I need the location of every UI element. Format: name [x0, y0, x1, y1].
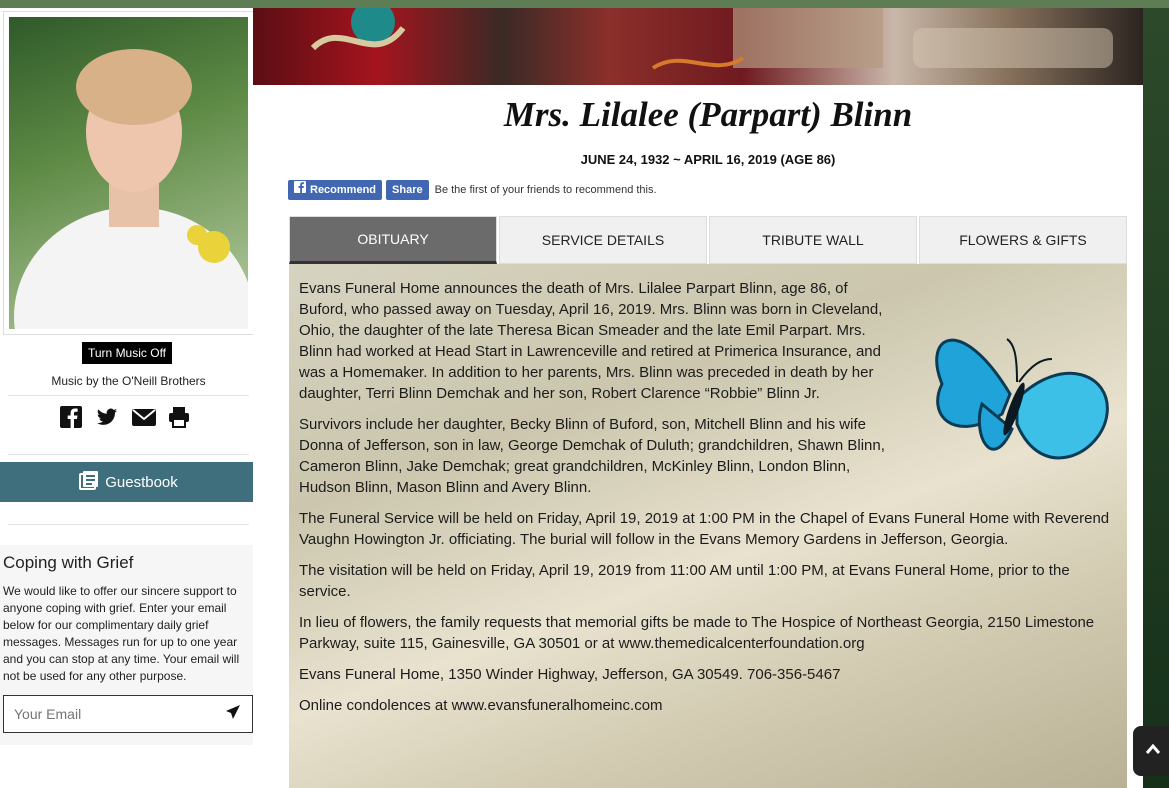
grief-title: Coping with Grief [3, 553, 134, 572]
twitter-icon[interactable] [96, 406, 118, 428]
obituary-paragraph: In lieu of flowers, the family requests that memorial gifts be made to The Hospice of Northeast Georgia, 2150 Limestone Parkway, suite 115, Gainesville, GA 30501 or at www.themedicalcenterfoundation.org [299, 614, 1095, 652]
grief-support-box [0, 545, 257, 745]
recommend-label: Recommend [310, 184, 377, 196]
portrait-photo [9, 17, 248, 329]
page-title: Mrs. Lilalee (Parpart) Blinn [503, 95, 913, 134]
tab-service-details[interactable]: SERVICE DETAILS [499, 216, 707, 264]
tab-flowers-gifts[interactable]: FLOWERS & GIFTS [919, 216, 1127, 264]
chevron-up-icon [1145, 742, 1161, 760]
divider [8, 395, 249, 396]
email-input[interactable] [3, 695, 214, 733]
obituary-paragraph: Online condolences at www.evansfuneralhomeinc.com [299, 697, 663, 714]
guestbook-icon [79, 470, 99, 494]
guestbook-button[interactable] [0, 462, 257, 502]
recommend-button[interactable] [288, 180, 382, 200]
facebook-icon [294, 180, 306, 200]
tab-obituary[interactable]: OBITUARY [289, 216, 497, 264]
guestbook-label: Guestbook [105, 473, 178, 491]
obituary-tabs [289, 216, 1127, 264]
life-dates: JUNE 24, 1932 ~ APRIL 16, 2019 (AGE 86) [580, 152, 836, 167]
tab-tribute-wall[interactable]: TRIBUTE WALL [709, 216, 917, 264]
obituary-paragraph: The visitation will be held on Friday, April 19, 2019 from 11:00 AM until 1:00 PM, at Evans Funeral Home, prior to the service. [299, 562, 1070, 600]
obituary-panel [289, 264, 1127, 788]
facebook-icon[interactable] [60, 406, 82, 428]
recommend-note: Be the first of your friends to recommend this. [434, 184, 657, 196]
portrait-frame [3, 11, 254, 335]
email-icon[interactable] [132, 406, 154, 428]
email-submit-button[interactable] [213, 695, 253, 733]
music-credit: Music by the O'Neill Brothers [51, 374, 206, 388]
obituary-paragraph: The Funeral Service will be held on Friday, April 19, 2019 at 1:00 PM in the Chapel of Evans Funeral Home with Reverend Vaughn Howington Jr. officiating. The burial will follow in the Evans Memory Gardens in Jefferson, Georgia. [299, 510, 1110, 548]
share-label: Share [392, 184, 423, 196]
facebook-widget [288, 180, 657, 200]
main-content [253, 85, 1143, 788]
share-button[interactable] [386, 180, 429, 200]
scroll-to-top-button[interactable] [1133, 726, 1169, 776]
obituary-paragraph: Evans Funeral Home, 1350 Winder Highway, Jefferson, GA 30549. 706-356-5467 [299, 666, 841, 683]
obituary-paragraph: Survivors include her daughter, Becky Blinn of Buford, son, Mitchell Blinn and his wife Donna of Jefferson, son in law, George Demchak of Duluth; grandchildren, Shawn Blinn, Cameron Blinn, Jake Demchak; great grandchildren, McKinley Blinn, London Blinn, Hudson Blinn, Mason Blinn and Avery Blinn. [299, 416, 885, 496]
divider [8, 524, 249, 525]
share-icons [60, 406, 190, 428]
sidebar [0, 8, 257, 788]
turn-music-off-button[interactable]: Turn Music Off [82, 342, 172, 364]
top-strip [0, 0, 1169, 8]
butterfly-icon [922, 314, 1117, 489]
header-banner-image [253, 8, 1143, 85]
divider [8, 454, 249, 455]
grief-description: We would like to offer our sincere support to anyone coping with grief. Enter your email below for our complimentary daily grief messages. Messages run for up to one year and you can stop at any time. Your email will not be used for any other purpose. [3, 584, 240, 683]
obituary-paragraph: Evans Funeral Home announces the death of Mrs. Lilalee Parpart Blinn, age 86, of Buford, who passed away on Tuesday, April 16, 2019. Mrs. Blinn was born in Cleveland, Ohio, the daughter of the late Theresa Bican Smeader and the late Emil Parpart. Mrs. Blinn had worked at Head Start in Lawrenceville and retired at Primerica Insurance, and was a Homemaker. In addition to her parents, Mrs. Blinn was preceded in death by her daughter, Terri Blinn Demchak and her son, Robert Clarence “Robbie” Blinn Jr. [299, 280, 883, 402]
print-icon[interactable] [168, 406, 190, 428]
send-icon [225, 704, 241, 725]
